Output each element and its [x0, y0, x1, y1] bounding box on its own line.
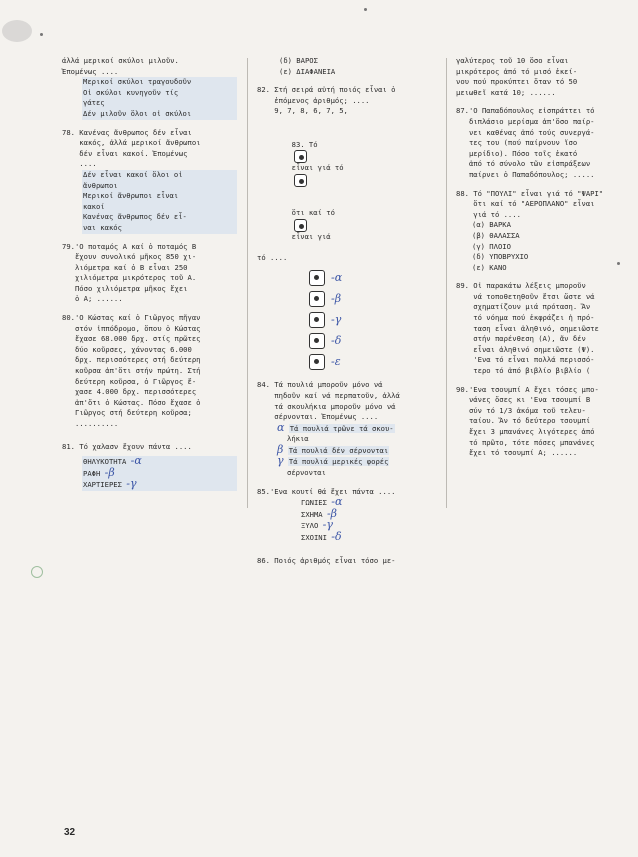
option-text: ΧΑΡΤΙΕΡΕΣ — [83, 480, 122, 490]
option: (ε) ΚΑΝΟ — [472, 262, 507, 272]
text-line — [257, 197, 439, 252]
text-line: σέρνονται. Ἐπομένως .... — [257, 412, 379, 422]
option: ἄνθρωποι — [82, 181, 237, 192]
text-line: δύο κοῦρσες, χάνοντας 6.000 — [62, 344, 192, 354]
text-line: γιά τό .... — [456, 209, 521, 219]
text-line: ἑπόμενος ἀριθμός; .... — [257, 95, 370, 105]
option-text: Τά πουλιά μερικές φορές — [288, 457, 389, 467]
text-line: διπλάσιο μερίσμα ἀπ'ὅσο παίρ- — [456, 116, 595, 126]
option-text: ΘΗΛΥΚΟΤΗΤΑ — [83, 457, 127, 467]
text-fragment: 83. Τό — [291, 139, 318, 149]
question-81 — [62, 442, 237, 491]
text-line: 87.'Ο Παπαδόπουλος εἰσπράττει τό — [456, 106, 595, 116]
dice-icon — [294, 219, 307, 232]
handwritten-mark: γ — [277, 454, 284, 468]
dice-icon — [309, 333, 325, 349]
dice-icon — [309, 312, 325, 328]
text-line: δέν εἶναι κακοί. Ἐπομένως — [62, 148, 188, 158]
text-line: 90.'Ενα τσουμπί Α ἔχει τόσες μπο- — [456, 384, 599, 394]
handwritten-mark: -α — [331, 270, 343, 284]
text-line: μερίδιο). Πόσο τοῖς ἑκατό — [456, 148, 578, 158]
text-line: χασε 4.000 δρχ. περισσότερες — [62, 387, 197, 397]
text-line: .... — [62, 159, 97, 169]
question-86: 86. Ποιός ἀριθμός εἶναι τόσο με- — [257, 555, 396, 565]
text-line: στήν παρένθεση (Α), ἄν δέν — [456, 334, 586, 344]
option — [301, 532, 439, 544]
question-78 — [62, 128, 237, 234]
text-line: τερο τό ἀπό βιβλίο βιβλίο ( — [456, 366, 591, 376]
option — [277, 442, 439, 457]
text-fragment: εἶναι γιά τό — [291, 163, 344, 173]
text-line: 82. Στή σειρά αὐτή ποιός εἶναι ὁ — [257, 85, 396, 95]
option: Δέν μιλοῦν ὅλοι οἱ σκύλοι — [82, 109, 237, 120]
text-line: άλλά μερικοί σκύλοι μιλοῦν. — [62, 56, 179, 65]
text-line: ἀπ'ὅτι ὁ Κώστας. Πόσο ἔχασε ὁ — [62, 397, 201, 407]
text-line: 88. Τό "ΠΟΥΛΙ" εἶναι γιά τό "ΨΑΡΙ" — [456, 188, 604, 198]
text-line: κοῦρσα ἀπ'ὅτι στήν πρώτη. Στή — [62, 366, 201, 376]
text-line: Ἐπομένως .... — [62, 66, 119, 76]
column-divider — [247, 58, 248, 508]
question-82 — [257, 85, 439, 117]
page-number: 32 — [64, 827, 76, 838]
option: ναι κακός — [82, 223, 237, 234]
option-text: ΡΑΦΗ — [83, 468, 101, 478]
text-line: ἔχασε 68.000 δρχ. στίς πρῶτες — [62, 334, 201, 344]
text-fragment: ὅτι καί τό — [291, 207, 335, 217]
dice-icon — [309, 354, 325, 370]
option: (γ) ΠΛΟΙΟ — [472, 241, 511, 251]
handwritten-mark: -α — [331, 495, 343, 509]
handwritten-mark: α — [277, 420, 285, 434]
text-line: .......... — [62, 419, 119, 428]
question-90 — [456, 385, 628, 459]
text-line: 'Ενα τό εἶναι πολλά περισσό- — [456, 355, 595, 365]
text-line: δεύτερη κοῦρσα, ὁ Γιῶργος ἔ- — [62, 376, 197, 386]
text-line: 79.'Ο ποταμός Α καί ὁ ποταμός Β — [62, 241, 197, 251]
handwritten-mark: -β — [326, 506, 338, 520]
option — [301, 497, 439, 509]
option — [277, 420, 439, 435]
text-line: ἀπό τό σύνολο τῶν εἰσπράξεων — [456, 159, 591, 169]
option — [301, 520, 439, 532]
text-line: νάνες ὅσες κι 'Ενα τσουμπί Β — [456, 395, 591, 405]
option — [82, 465, 237, 480]
ink-dot — [40, 33, 43, 36]
question-79 — [62, 242, 237, 306]
option-text: ΣΧΗΜΑ — [301, 509, 323, 519]
text-line: σχηματίζουν μιά πρόταση. Ἄν — [456, 302, 591, 312]
text-line: Γιῶργος στή δεύτερη κοῦρσα; — [62, 408, 192, 418]
column-1 — [62, 56, 237, 491]
q77-continuation — [62, 56, 237, 120]
option: Οἱ σκύλοι κυνηγοῦν τίς — [82, 88, 237, 99]
column-2 — [257, 56, 439, 566]
text-line: κακός, ἀλλά μερικοί ἄνθρωποι — [62, 138, 201, 148]
text-line: σύν τό 1/3 ἀκόμα τοῦ τελευ- — [456, 405, 586, 415]
text-line: 80.'Ο Κώστας καί ὁ Γιῶργος πῆγαν — [62, 313, 201, 323]
text-line: λιόμετρα καί ὁ Β εἶναι 250 — [62, 262, 188, 272]
stain-mark — [31, 566, 43, 578]
text-line: παίρνει ὁ Παπαδόπουλος; ..... — [456, 169, 595, 179]
dice-icon — [309, 291, 325, 307]
question-80 — [62, 313, 237, 430]
text-line: ὅτι καί τό "ΑΕΡΟΠΛΑΝΟ" εἶναι — [456, 199, 595, 209]
text-line: 78. Κανένας ἄνθρωπος δέν εἶναι — [62, 127, 192, 137]
text-line: ἔχει 3 μπανάνες λιγότερες ἀπό — [456, 427, 595, 436]
text-line: Πόσο χιλιόμετρα μῆκος ἔχει — [62, 283, 188, 293]
option — [82, 479, 237, 491]
text-line: τό νόημα πού ἐκφράζει ἡ πρό- — [456, 313, 595, 323]
handwritten-mark: -γ — [126, 477, 137, 491]
option: (β) ΘΑΛΑΣΣΑ — [472, 230, 520, 240]
text-line: γαλύτερος τοῦ 10 ὅσο εἶναι — [456, 56, 569, 65]
text-line: μικρότερος ἀπό τό μισό ἐκεί- — [456, 66, 578, 76]
text-line — [257, 129, 439, 197]
ink-dot — [364, 8, 367, 11]
dice-option — [309, 267, 439, 288]
text-line: νει καθένας ἀπό τούς συνεργά- — [456, 127, 595, 137]
question-85 — [257, 487, 439, 544]
option: Δέν εἶναι κακοί ὅλοι οἱ — [82, 170, 237, 181]
option — [277, 456, 439, 468]
text-line: δρχ. περισσότερες στή δεύτερη — [62, 355, 201, 365]
option-text: ΣΧΟΙΝΙ — [301, 533, 327, 543]
dice-option — [309, 309, 439, 330]
question-84 — [257, 380, 439, 478]
text-line: εἶναι ἀληθινό σημειῶστε (Ψ). — [456, 344, 595, 354]
text-fragment: εἶναι γιά — [291, 231, 331, 241]
option-text: Τά πουλιά τρῶνε τά σκου- — [289, 423, 394, 433]
text-line: ἔχουν συνολικό μῆκος 850 χι- — [62, 252, 197, 262]
handwritten-mark: -γ — [322, 518, 333, 532]
option: (δ) ΥΠΟΒΡΥΧΙΟ — [472, 252, 529, 262]
option: (ε) ΔΙΑΦΑΝΕΙΑ — [279, 66, 336, 76]
option: λήκια — [287, 434, 309, 444]
text-line: 9, 7, 8, 6, 7, 5, — [257, 106, 348, 116]
text-line: ὁ Α; ...... — [62, 294, 123, 304]
dice-icon — [294, 150, 307, 163]
handwritten-mark: -β — [331, 291, 342, 305]
option: γάτες — [82, 98, 237, 109]
column-3 — [456, 56, 628, 459]
text-line: 85.'Ενα κουτί θά ἔχει πάντα .... — [257, 486, 396, 496]
question-87 — [456, 106, 628, 180]
text-line: 89. Οἱ παρακάτω λέξεις μποροῦν — [456, 281, 586, 291]
handwritten-mark: -γ — [331, 312, 342, 326]
question-83 — [257, 129, 439, 372]
text-line: τό .... — [257, 252, 288, 262]
handwritten-mark: -α — [130, 454, 142, 468]
dice-option — [309, 351, 439, 372]
text-line: τά σκουλήκια μποροῦν μόνο νά — [257, 401, 396, 411]
text-line: μειωθεῖ κατά 10; ...... — [456, 87, 556, 97]
question-88 — [456, 189, 628, 274]
column-divider — [446, 58, 447, 508]
text-line: νά τοποθετηθοῦν ἔτσι ὥστε νά — [456, 291, 595, 301]
text-line: 81. Τό χαλασν ἔχουν πάντα .... — [62, 441, 192, 451]
handwritten-mark: -ε — [331, 354, 341, 368]
dice-icon — [309, 270, 325, 286]
text-line: ταίου. Ἄν τό δεύτερο τσουμπί — [456, 416, 591, 426]
handwritten-mark: -β — [104, 465, 115, 479]
option: σέρνονται — [287, 468, 326, 478]
text-line: χιλιόμετρα μικρότερος τοῦ Α. — [62, 273, 197, 283]
option: Κανένας ἄνθρωπος δέν εἶ- — [82, 212, 237, 223]
option: Μερικοί ἄνθρωποι εἶναι — [82, 191, 237, 202]
text-line: στόν ἱππόδρομο, ὅπου ὁ Κώστας — [62, 323, 201, 333]
text-line: τό πρῶτο, τότε πόσες μπανάνες — [456, 437, 595, 447]
question-86-continuation — [456, 56, 628, 98]
text-line: ταση εἶναι ἀληθινό, σημειῶστε — [456, 323, 599, 333]
option: (α) ΒΑΡΚΑ — [472, 220, 511, 230]
text-line: 84. Τά πουλιά μποροῦν μόνο νά — [257, 380, 383, 390]
corner-smudge — [2, 20, 32, 42]
option-text: ΓΩΝΙΕΣ — [301, 498, 327, 508]
dice-option — [309, 288, 439, 309]
handwritten-mark: -δ — [331, 530, 342, 544]
handwritten-mark: β — [277, 442, 284, 456]
dice-icon — [294, 174, 307, 187]
option-text: Τά πουλιά δέν σέρνονται — [288, 445, 389, 455]
question-89 — [456, 281, 628, 376]
option: Μερικοί σκύλοι τραγουδοῦν — [82, 77, 237, 88]
dice-option — [309, 330, 439, 351]
text-line: νου πού προκύπτει ὅταν τό 50 — [456, 77, 578, 87]
text-line: τες του (πού παίρνουν ἴσο — [456, 138, 578, 148]
handwritten-mark: -δ — [331, 333, 342, 347]
option: κακοί — [82, 202, 237, 213]
text-line: πηδοῦν καί νά περπατοῦν, ἀλλά — [257, 390, 400, 400]
text-line: ἔχει τό τσουμπί Α; ...... — [456, 448, 578, 458]
option: (δ) ΒΑΡΟΣ — [279, 56, 318, 65]
option-text: ΞΥΛΟ — [301, 521, 319, 531]
